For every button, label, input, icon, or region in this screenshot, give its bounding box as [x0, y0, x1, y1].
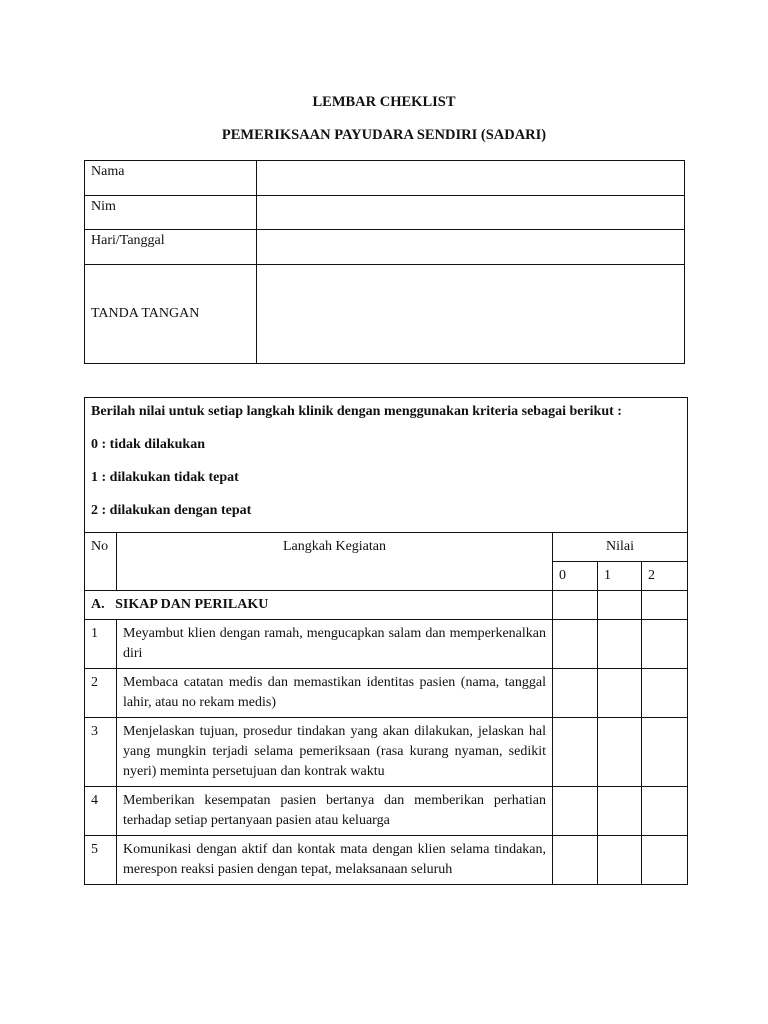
score-cell[interactable]: [642, 718, 688, 787]
score-cell[interactable]: [642, 669, 688, 718]
step-number: 4: [85, 787, 117, 836]
score-cell[interactable]: [553, 669, 598, 718]
column-score: Nilai: [553, 533, 688, 562]
step-number: 2: [85, 669, 117, 718]
score-cell[interactable]: [598, 836, 642, 885]
document-title: LEMBAR CHEKLIST: [312, 94, 456, 110]
score-0-header: 0: [553, 562, 598, 591]
signature-label: TANDA TANGAN: [85, 265, 257, 364]
criteria-intro: Berilah nilai untuk setiap langkah klinik dengan menggunakan kriteria sebagai berikut :: [91, 404, 622, 419]
name-field[interactable]: [257, 161, 685, 196]
table-row: [85, 787, 688, 836]
table-row: [85, 669, 688, 718]
step-text: Membaca catatan medis dan memastikan identitas pasien (nama, tanggal lahir, atau no rekam medis): [117, 669, 553, 718]
nim-field[interactable]: [257, 196, 685, 230]
step-number: 5: [85, 836, 117, 885]
score-cell[interactable]: [642, 591, 688, 620]
score-cell[interactable]: [598, 591, 642, 620]
date-field[interactable]: [257, 230, 685, 265]
date-label: Hari/Tanggal: [85, 230, 257, 265]
score-cell[interactable]: [598, 669, 642, 718]
criteria-item-2: 2 : dilakukan dengan tepat: [91, 503, 252, 518]
score-cell[interactable]: [553, 836, 598, 885]
document-subtitle: PEMERIKSAAN PAYUDARA SENDIRI (SADARI): [221, 127, 547, 143]
score-cell[interactable]: [642, 836, 688, 885]
score-1-header: 1: [598, 562, 642, 591]
score-cell[interactable]: [553, 591, 598, 620]
table-row: [85, 718, 688, 787]
criteria-box: [85, 398, 688, 533]
step-number: 1: [85, 620, 117, 669]
step-number: 3: [85, 718, 117, 787]
column-no: No: [85, 533, 117, 591]
table-row: [85, 620, 688, 669]
column-step: Langkah Kegiatan: [117, 533, 553, 591]
score-cell[interactable]: [553, 718, 598, 787]
score-cell[interactable]: [598, 620, 642, 669]
score-cell[interactable]: [553, 787, 598, 836]
score-2-header: 2: [642, 562, 688, 591]
table-row: [85, 836, 688, 885]
step-text: Meyambut klien dengan ramah, mengucapkan salam dan memperkenalkan diri: [117, 620, 553, 669]
step-text: Menjelaskan tujuan, prosedur tindakan yang akan dilakukan, jelaskan hal yang mungkin terjadi selama pemeriksaan (rasa kurang nyaman, sedikit nyeri) meminta persetujuan dan kontrak waktu: [117, 718, 553, 787]
score-cell[interactable]: [553, 620, 598, 669]
score-cell[interactable]: [642, 620, 688, 669]
section-title: A. SIKAP DAN PERILAKU: [85, 591, 553, 620]
criteria-item-1: 1 : dilakukan tidak tepat: [91, 470, 239, 485]
criteria-item-0: 0 : tidak dilakukan: [91, 437, 205, 452]
nim-label: Nim: [85, 196, 257, 230]
score-cell[interactable]: [598, 787, 642, 836]
identity-table: [84, 160, 685, 364]
name-label: Nama: [85, 161, 257, 196]
signature-field[interactable]: [257, 265, 685, 364]
checklist-table: [84, 397, 688, 885]
step-text: Memberikan kesempatan pasien bertanya dan memberikan perhatian terhadap setiap pertanyaan pasien atau keluarga: [117, 787, 553, 836]
score-cell[interactable]: [642, 787, 688, 836]
step-text: Komunikasi dengan aktif dan kontak mata dengan klien selama tindakan, merespon reaksi pasien dengan tepat, melaksanaan seluruh: [117, 836, 553, 885]
score-cell[interactable]: [598, 718, 642, 787]
